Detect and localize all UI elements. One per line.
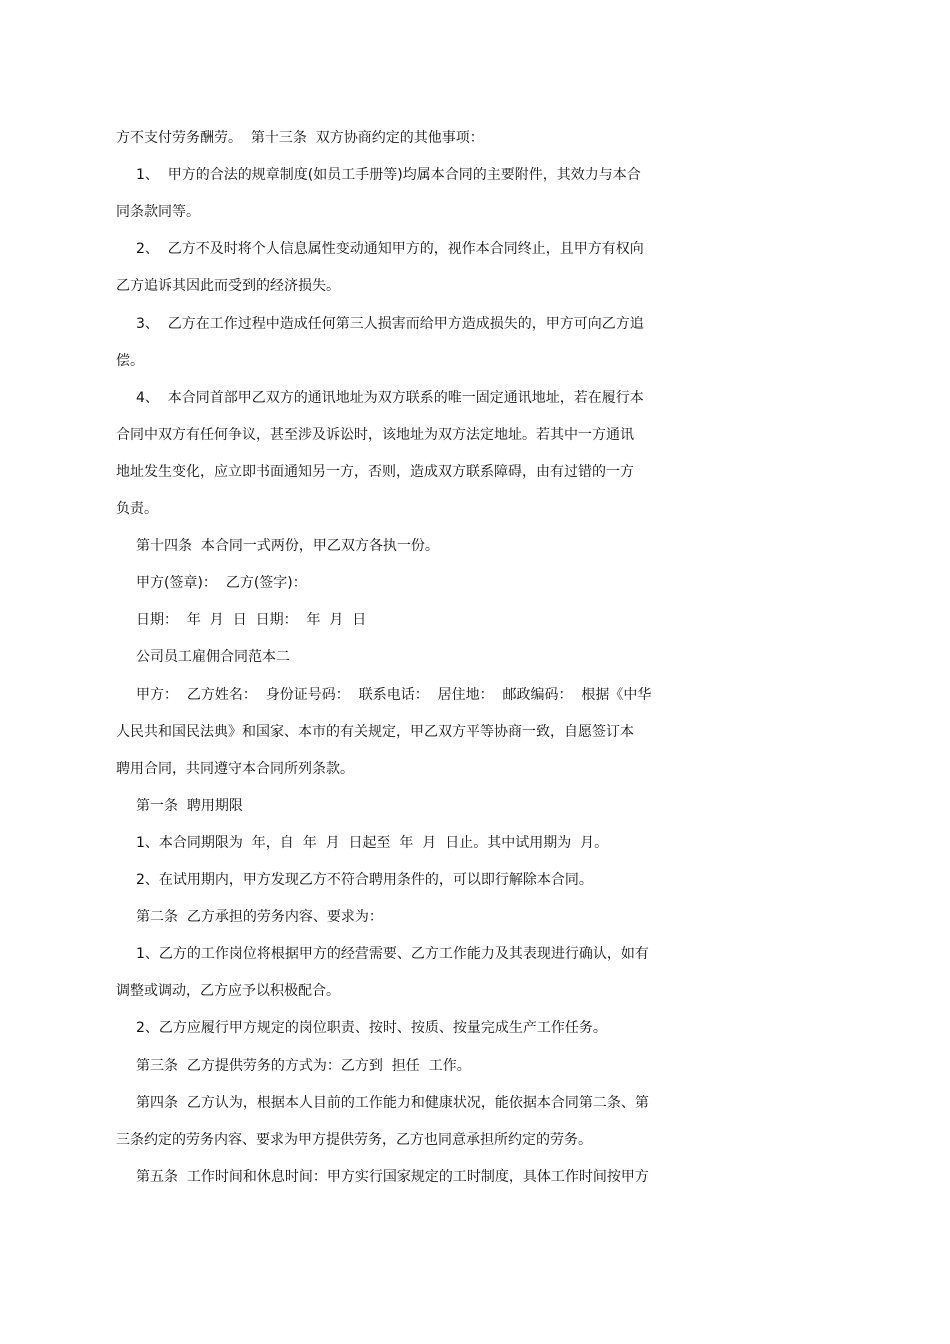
text-line: 2、 乙方不及时将个人信息属性变动通知甲方的，视作本合同终止，且甲方有权向 [136,241,644,258]
text-line: 合同中双方有任何争议，甚至涉及诉讼时，该地址为双方法定地址。若其中一方通讯 [116,426,634,443]
text-line: 乙方追诉其因此而受到的经济损失。 [116,278,340,295]
text-line: 公司员工雇佣合同范本二 [136,649,290,666]
text-line: 第二条 乙方承担的劳务内容、要求为： [136,909,383,926]
text-line: 甲方： 乙方姓名： 身份证号码： 联系电话： 居住地： 邮政编码： 根据《中华 [136,686,652,703]
text-line: 第十四条 本合同一式两份，甲乙双方各执一份。 [136,538,439,555]
text-line: 1、乙方的工作岗位将根据甲方的经营需要、乙方工作能力及其表现进行确认，如有 [136,946,649,963]
text-line: 三条约定的劳务内容、要求为甲方提供劳务，乙方也同意承担所约定的劳务。 [116,1131,592,1148]
text-line: 人民共和国民法典》和国家、本市的有关规定，甲乙双方平等协商一致，自愿签订本 [116,723,634,740]
text-line: 2、在试用期内，甲方发现乙方不符合聘用条件的，可以即行解除本合同。 [136,872,593,888]
text-line: 调整或调动，乙方应予以积极配合。 [116,983,340,1000]
text-line: 2、乙方应履行甲方规定的岗位职责、按时、按质、按量完成生产工作任务。 [136,1020,607,1037]
text-line: 1、本合同期限为 年，自 年 月 日起至 年 月 日止。其中试用期为 月。 [136,834,609,851]
text-line: 1、 甲方的合法的规章制度(如员工手册等)均属本合同的主要附件，其效力与本合 [136,167,641,184]
text-line: 聘用合同，共同遵守本合同所列条款。 [116,760,354,777]
text-line: 4、 本合同首部甲乙双方的通讯地址为双方联系的唯一固定通讯地址，若在履行本 [136,389,644,406]
text-line: 第五条 工作时间和休息时间：甲方实行国家规定的工时制度，具体工作时间按甲方 [136,1168,649,1185]
text-line: 甲方(签章)： 乙方(签字)： [136,575,307,592]
text-line: 3、 乙方在工作过程中造成任何第三人损害而给甲方造成损失的，甲方可向乙方追 [136,315,644,332]
text-line: 地址发生变化，应立即书面通知另一方，否则，造成双方联系障碍，由有过错的一方 [116,463,634,480]
text-line: 方不支付劳务酬劳。 第十三条 双方协商约定的其他事项： [116,130,484,146]
text-line: 第四条 乙方认为，根据本人目前的工作能力和健康状况，能依据本合同第二条、第 [136,1094,649,1111]
text-line: 第一条 聘用期限 [136,797,243,814]
text-line: 负责。 [116,501,158,517]
text-line: 同条款同等。 [116,204,200,221]
text-line: 第三条 乙方提供劳务的方式为：乙方到 担任 工作。 [136,1057,471,1074]
text-line: 日期： 年 月 日 日期： 年 月 日 [136,612,367,629]
text-line: 偿。 [116,352,144,369]
